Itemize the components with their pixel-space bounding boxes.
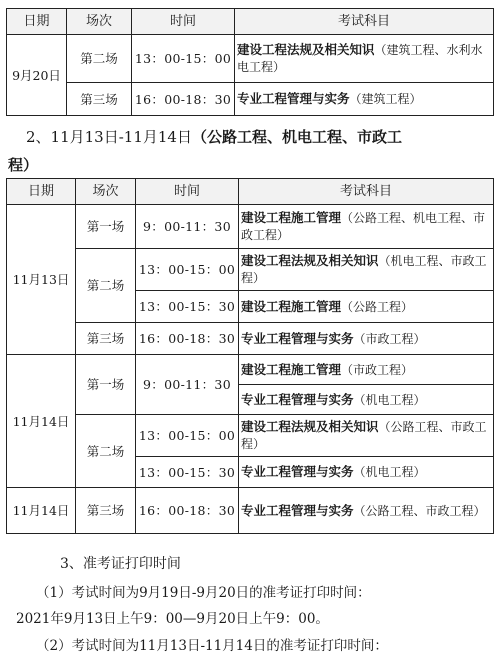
table-row — [7, 415, 494, 457]
table-row — [7, 83, 494, 116]
subject-cell — [239, 291, 494, 323]
subject-cell — [239, 323, 494, 355]
table-row — [7, 205, 494, 249]
subject-note: （机电工程） — [353, 392, 426, 407]
subject-name: 建设工程施工管理 — [241, 361, 342, 377]
header-session: 场次 — [67, 9, 132, 35]
subject-cell — [239, 488, 494, 534]
date-cell: 11月14日 — [7, 488, 76, 534]
section-3-paragraph-1: （1）考试时间为9月19日-9月20日的准考证打印时间： — [36, 585, 371, 601]
subject-note: （建筑工程、水利水电工程） — [237, 43, 483, 74]
session-cell: 第三场 — [76, 323, 136, 355]
section-3-paragraph-2: （2）考试时间为11月13日-11月14日的准考证打印时间： — [36, 638, 388, 654]
subject-note: （市政工程） — [341, 362, 414, 377]
time-cell: 13：00-15：00 — [136, 415, 239, 457]
session-cell: 第二场 — [67, 35, 132, 83]
subject-name: 专业工程管理与实务 — [237, 91, 350, 106]
time-cell: 16：00-18：30 — [132, 83, 235, 116]
table-row — [7, 488, 494, 534]
section-3-paragraph-1-cont: 2021年9月13日上午9：00—9月20日上午9：00。 — [16, 611, 329, 627]
subject-cell — [239, 415, 494, 457]
date-cell: 11月14日 — [7, 355, 76, 488]
subject-name: 专业工程管理与实务 — [241, 502, 354, 518]
subject-cell — [235, 83, 494, 116]
subject-note: （机电工程） — [353, 465, 426, 479]
session-cell: 第一场 — [76, 355, 136, 415]
header-subject: 考试科目 — [239, 179, 494, 205]
subject-name: 专业工程管理与实务 — [241, 391, 354, 407]
section-3-title: 3、准考证打印时间 — [60, 556, 181, 572]
subject-note: （公路工程、市政工程） — [353, 503, 486, 518]
header-date: 日期 — [7, 179, 76, 205]
subject-cell — [235, 35, 494, 83]
time-cell: 9：00-11：30 — [136, 205, 239, 249]
time-cell: 13：00-15：00 — [132, 35, 235, 83]
subject-name: 专业工程管理与实务 — [241, 464, 354, 479]
date-cell: 9月20日 — [7, 35, 67, 116]
session-cell: 第二场 — [76, 415, 136, 488]
subject-note: （公路工程） — [341, 299, 414, 314]
subject-cell — [239, 249, 494, 291]
session-cell: 第二场 — [76, 249, 136, 323]
session-cell: 第三场 — [67, 83, 132, 116]
table-row — [7, 323, 494, 355]
time-cell: 16：00-18：30 — [136, 488, 239, 534]
subject-cell — [239, 457, 494, 488]
subject-note: （公路工程、机电工程、市政工程） — [241, 211, 486, 242]
header-subject: 考试科目 — [235, 9, 494, 35]
subject-name: 建设工程施工管理 — [241, 210, 342, 225]
section-2-prefix: 2、11月13日-11月14日 — [26, 128, 192, 146]
time-cell: 16：00-18：30 — [136, 323, 239, 355]
subject-cell — [239, 205, 494, 249]
table-row — [7, 35, 494, 83]
subject-note: （建筑工程） — [349, 92, 422, 106]
subject-note: （市政工程） — [353, 331, 426, 346]
subject-cell — [239, 355, 494, 385]
time-cell: 13：00-15：30 — [136, 457, 239, 488]
table-row — [7, 355, 494, 385]
subject-name: 专业工程管理与实务 — [241, 330, 354, 346]
table-row — [7, 249, 494, 291]
subject-name: 建设工程法规及相关知识 — [237, 42, 375, 57]
subject-note: （机电工程、市政工程） — [241, 254, 487, 285]
subject-cell — [239, 385, 494, 415]
subject-note: （公路工程、市政工程） — [241, 420, 487, 451]
time-cell: 9：00-11：30 — [136, 355, 239, 415]
time-cell: 13：00-15：30 — [136, 291, 239, 323]
subject-name: 建设工程法规及相关知识 — [241, 419, 379, 434]
section-2-heading — [26, 126, 496, 147]
header-date: 日期 — [7, 9, 67, 35]
section-2-bold-cont: 程） — [8, 156, 39, 174]
time-cell: 13：00-15：00 — [136, 249, 239, 291]
session-cell: 第一场 — [76, 205, 136, 249]
subject-name: 建设工程施工管理 — [241, 298, 342, 314]
table-header-row — [7, 9, 494, 35]
subject-name: 建设工程法规及相关知识 — [241, 253, 379, 268]
section-2-bold: （公路工程、机电工程、市政工 — [191, 128, 402, 146]
exam-schedule-table-1 — [6, 8, 494, 116]
header-session: 场次 — [76, 179, 136, 205]
section-2-heading-cont — [8, 154, 499, 175]
table-header-row — [7, 179, 494, 205]
date-cell: 11月13日 — [7, 205, 76, 355]
header-time: 时间 — [132, 9, 235, 35]
header-time: 时间 — [136, 179, 239, 205]
exam-schedule-table-2 — [6, 178, 494, 534]
session-cell: 第三场 — [76, 488, 136, 534]
